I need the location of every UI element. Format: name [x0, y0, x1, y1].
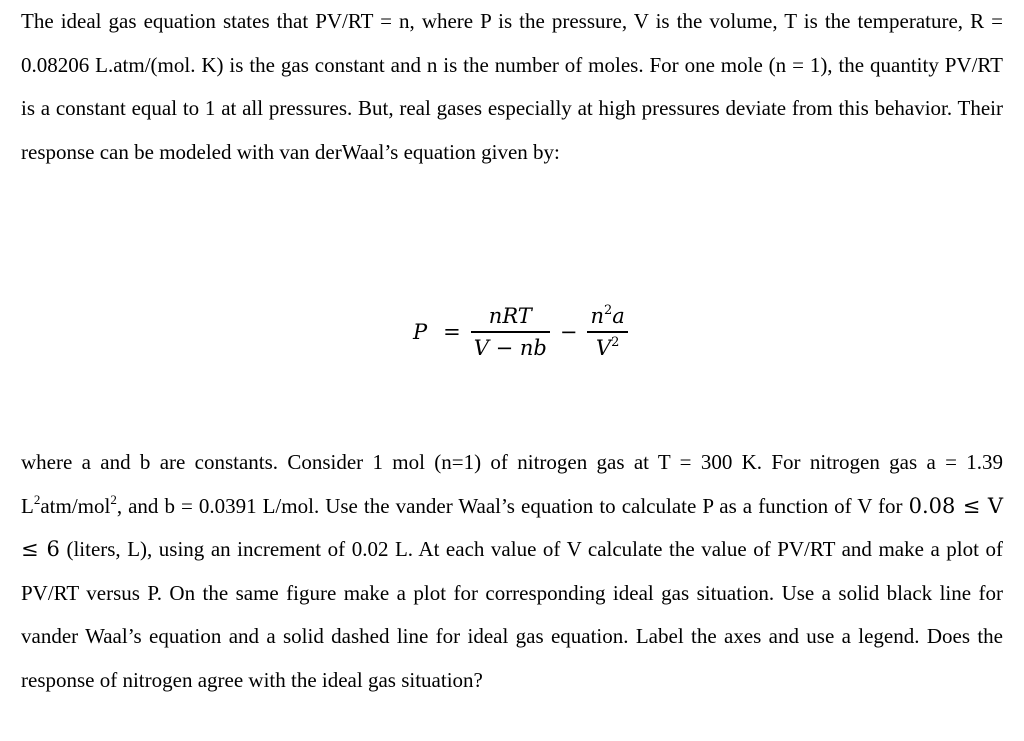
numerator-a: a	[612, 304, 625, 329]
problem-paragraph	[21, 441, 1003, 702]
fraction-nrt-numerator: nRT	[488, 304, 532, 329]
superscript-2-mol: 2	[110, 491, 117, 507]
problem-text-1: where a and b are constants. Consider 1 mol (n=1) of nitrogen gas at T = 300 K. For nitrogen gas a = 1.39 L	[21, 450, 1003, 518]
numerator-exponent: 2	[603, 303, 613, 319]
problem-text-4: (liters, L), using an increment of 0.02 L. At each value of V calculate the value of PV/RT and make a plot of PV/RT versus P. On the same figure make a plot for corresponding ideal gas situation. Use a solid black line for vander Waal’s equation and a solid dashed line for ideal gas equation. Label the axes and use a legend. Does the response of nitrogen agree with the ideal gas situation?	[21, 537, 1003, 692]
equation-lhs: P	[413, 320, 428, 344]
fraction-n2a	[587, 301, 627, 362]
fraction-n2a-denominator	[593, 333, 622, 363]
volume-range: 0.08 ≤ V ≤ 6	[21, 493, 1003, 561]
fraction-nrt	[471, 301, 550, 362]
problem-text-3: , and b = 0.0391 L/mol. Use the vander Waal’s equation to calculate P as a function of V for	[116, 493, 909, 518]
problem-text-2: atm/mol	[40, 493, 111, 518]
fraction-n2a-numerator	[587, 301, 627, 331]
equals-sign: =	[443, 320, 461, 344]
denominator-exponent: 2	[611, 334, 620, 350]
minus-sign: −	[559, 320, 578, 344]
intro-paragraph: The ideal gas equation states that PV/RT = n, where P is the pressure, V is the volume, T is the temperature, R = 0.08206 L.atm/(mol. K) is the gas constant and n is the number of moles. For one mole (n = 1), the quantity PV/RT is a constant equal to 1 at all pressures. But, real gases especially at high pressures deviate from this behavior. Their response can be modeled with van derWaal’s equation given by:	[21, 9, 1003, 164]
numerator-n: n	[590, 304, 604, 329]
van-der-waals-equation	[21, 292, 1003, 372]
document-page	[21, 0, 1003, 692]
superscript-2-litre: 2	[33, 491, 41, 507]
denominator-v: V	[595, 335, 612, 360]
fraction-nrt-denominator: V − nb	[473, 335, 547, 360]
